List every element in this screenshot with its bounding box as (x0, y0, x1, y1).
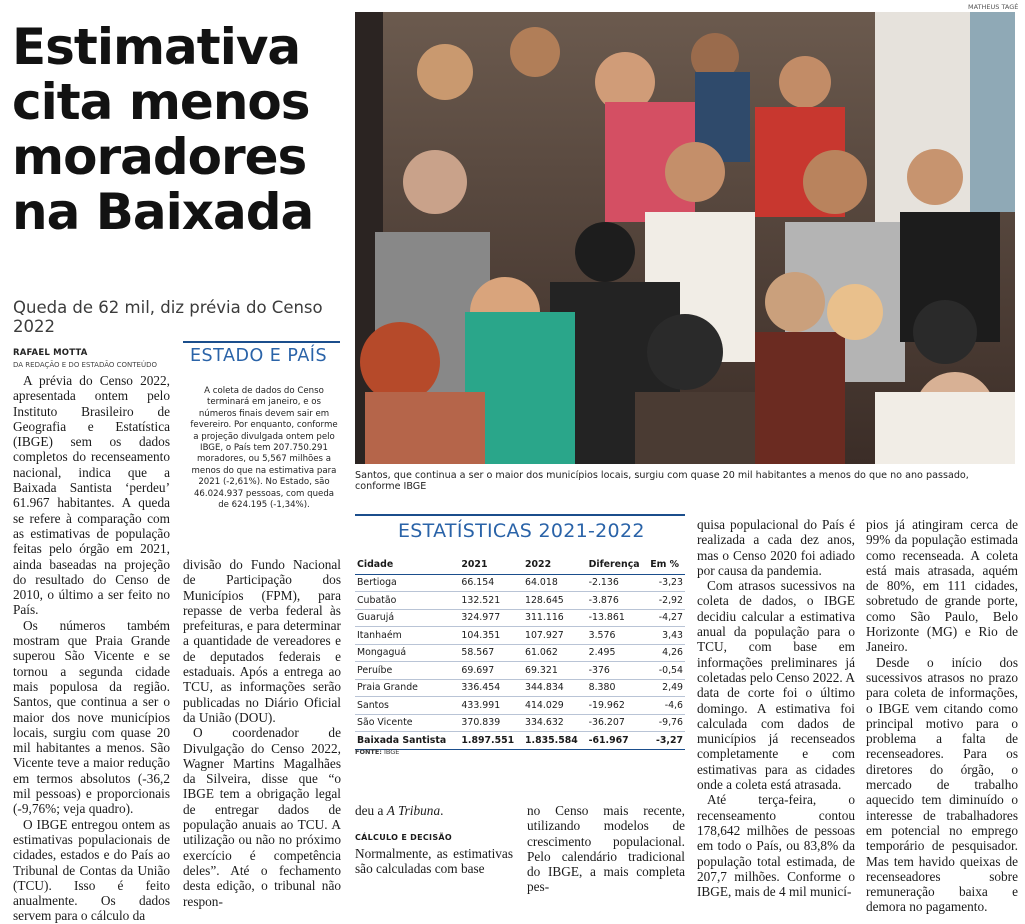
stats-rule (355, 514, 685, 516)
stats-source-value: IBGE (383, 748, 400, 756)
table-cell: 64.018 (523, 574, 587, 592)
crowd-photo-illustration (355, 12, 1015, 464)
paragraph: Com atrasos sucessivos na coleta de dados, o IBGE decidiu calcular a estimativa anual da população para o TCU, com base em informações preliminares já coletadas pelo Censo 2022. A data de corte foi o último domingo. A estimativa foi calculada com dados de municípios já recenseados completamente e com estimativas para as cidades onde a coleta está atrasada. (697, 578, 855, 793)
table-cell: 58.567 (459, 644, 523, 662)
headline-line: moradores (12, 128, 307, 186)
table-row (355, 662, 685, 680)
table-cell: Cubatão (355, 592, 459, 610)
table-cell: 1.897.551 (459, 732, 523, 750)
table-cell: 3,43 (648, 627, 685, 645)
table-cell: -2.136 (587, 574, 649, 592)
table-header-cell: 2022 (523, 556, 587, 574)
table-cell: 2.495 (587, 644, 649, 662)
paragraph: O IBGE entregou ontem as estimativas populacionais de cidades, estados e do País ao Tribunal de Contas da União (TCU). Isso é feito anualmente. Os dados servem para o cálculo da (13, 816, 170, 924)
table-total-row (355, 732, 685, 750)
table-cell: -3,27 (648, 732, 685, 750)
table-cell: Peruíbe (355, 662, 459, 680)
table-cell: -2,92 (648, 592, 685, 610)
text-run: . (440, 803, 444, 818)
table-header-cell: 2021 (459, 556, 523, 574)
table-cell: 2,49 (648, 679, 685, 697)
headline-line: na Baixada (12, 183, 314, 241)
table-cell: 107.927 (523, 627, 587, 645)
table-cell: 69.321 (523, 662, 587, 680)
byline-author: RAFAEL MOTTA (13, 348, 88, 358)
paragraph: quisa populacional do País é realizada a cada dez anos, mas o Censo 2020 foi adiado por causa da pandemia. (697, 517, 855, 578)
table-header-cell: Em % (648, 556, 685, 574)
paragraph: O coordenador de Divulgação do Censo 2022, Wagner Martins Magalhães da Silveira, disse que “o IBGE tem a obrigação legal de entregar dados de população anuais ao TCU. A utilização ou não no próximo exercício é competência deles”. Até o fechamento desta edição, o tribunal não respon- (183, 725, 341, 909)
table-header-cell: Cidade (355, 556, 459, 574)
table-cell: 334.632 (523, 714, 587, 732)
article-column-2 (183, 557, 341, 909)
newspaper-name: A Tribuna (386, 803, 441, 818)
table-cell: 104.351 (459, 627, 523, 645)
headline (12, 20, 352, 240)
box-text: A coleta de dados do Censo terminará em janeiro, e os números finais devem sair em fevereiro. Por enquanto, conforme a projeção divulgada ontem pelo IBGE, o País tem 207.750.291 moradores, ou 5,567 milhões a menos do que na estimativa para 2021 (-2,61%). No Estado, são 46.024.937 pessoas, com queda de 624.195 (-1,34%). (190, 386, 338, 511)
crowd-photo (355, 12, 1015, 464)
table-cell: -13.861 (587, 609, 649, 627)
text-run: deu a (355, 803, 384, 818)
table-cell: 433.991 (459, 697, 523, 715)
stats-title: ESTATÍSTICAS 2021-2022 (398, 520, 645, 542)
table-cell: Baixada Santista (355, 732, 459, 750)
article-column-1 (13, 373, 170, 924)
table-row (355, 697, 685, 715)
table-cell: 311.116 (523, 609, 587, 627)
table-cell: 4,26 (648, 644, 685, 662)
box-rule (183, 341, 340, 343)
stats-source-label: FONTE: (355, 748, 382, 756)
table-row (355, 714, 685, 732)
paragraph: Até terça-feira, o recenseamento contou 178,642 milhões de pessoas em todo o País, ou 83,8% da população total estimada, de 207,7 milhões. Conforme o IBGE, mais de 4 mil municí- (697, 792, 855, 900)
table-cell: 61.062 (523, 644, 587, 662)
article-column-4 (697, 517, 855, 899)
article-column-3 (355, 803, 513, 876)
table-cell: -61.967 (587, 732, 649, 750)
headline-line: Estimativa (12, 18, 301, 76)
paragraph: divisão do Fundo Nacional de Participação dos Municípios (FPM), para repasse de verba federal às prefeituras, e para determinar a quantidade de vereadores e de deputados federais e estaduais. Após a entrega ao TCU, as informações serão publicadas no Diário Oficial da União (DOU). (183, 557, 341, 725)
paragraph: Os números também mostram que Praia Grande superou São Vicente e se tornou a segunda cidade mais populosa da região. Santos, que continua a ser o maior dos nove municípios locais, surgiu com quase 20 mil habitantes a menos. São Vicente teve a maior redução em termos absolutos (-36,2 mil pessoas) e proporcionais (-9,76%; veja quadro). (13, 617, 170, 817)
table-cell: São Vicente (355, 714, 459, 732)
table-cell: Guarujá (355, 609, 459, 627)
table-cell: -0,54 (648, 662, 685, 680)
table-cell: Mongaguá (355, 644, 459, 662)
table-cell: 8.380 (587, 679, 649, 697)
table-cell: -376 (587, 662, 649, 680)
table-header-row (355, 556, 685, 574)
table-cell: 1.835.584 (523, 732, 587, 750)
table-cell: Praia Grande (355, 679, 459, 697)
article-column-5 (866, 517, 1018, 915)
table-cell: -4,27 (648, 609, 685, 627)
table-cell: 414.029 (523, 697, 587, 715)
paragraph: Desde o início dos sucessivos atrasos no prazo para coleta de informações, o IBGE vem citando como principal motivo para o problema a falta de recenseadores. Para os diretores do órgão, o mercado de trabalho aquecido tem diminuído o interesse de trabalhadores em potencial no emprego temporário de pesquisador. Mas tem havido queixas de recenseadores sobre remuneração baixa e demora no pagamento. (866, 654, 1018, 915)
table-cell: -4,6 (648, 697, 685, 715)
table-row (355, 644, 685, 662)
table-body (355, 574, 685, 749)
table-cell: -19.962 (587, 697, 649, 715)
table-header-cell: Diferença (587, 556, 649, 574)
table-cell: 370.839 (459, 714, 523, 732)
stats-source (355, 748, 399, 756)
table-row (355, 627, 685, 645)
paragraph: Normalmente, as estimativas são calculadas com base (355, 845, 513, 876)
table-cell: 128.645 (523, 592, 587, 610)
table-row (355, 609, 685, 627)
table-row (355, 679, 685, 697)
article-column-4-bottom (527, 803, 685, 895)
table-cell: Bertioga (355, 574, 459, 592)
table-cell: 336.454 (459, 679, 523, 697)
byline-desk: DA REDAÇÃO E DO ESTADÃO CONTEÚDO (13, 361, 157, 369)
stats-table (355, 556, 685, 750)
table-cell: -9,76 (648, 714, 685, 732)
table-cell: Itanhaém (355, 627, 459, 645)
photo-caption: Santos, que continua a ser o maior dos municípios locais, surgiu com quase 20 mil habitantes a menos do que no ano passado, conforme IBGE (355, 470, 969, 492)
box-title: ESTADO E PAÍS (190, 346, 328, 366)
table-cell: 69.697 (459, 662, 523, 680)
subheadline: Queda de 62 mil, diz prévia do Censo 2022 (13, 298, 323, 336)
headline-line: cita menos (12, 73, 310, 131)
table-row (355, 592, 685, 610)
photo-credit: MATHEUS TAGÉ (968, 3, 1019, 11)
table-cell: 324.977 (459, 609, 523, 627)
paragraph (355, 803, 513, 818)
table-cell: 344.834 (523, 679, 587, 697)
paragraph: pios já atingiram cerca de 99% da população estimada como recenseada. A coleta está mais atrasada, aquém de 80%, em 111 cidades, sobretudo de grande porte, como São Paulo, Belo Horizonte (MG) e Rio de Janeiro. (866, 517, 1018, 655)
table-row (355, 574, 685, 592)
table-cell: -3.876 (587, 592, 649, 610)
paragraph: A prévia do Censo 2022, apresentada ontem pelo Instituto Brasileiro de Geografia e Estatística (IBGE) sem os dados completos do recenseamento nacional, indica que a Baixada Santista ‘perdeu’ 61.967 habitantes. A queda se refere à comparação com as estimativas de população feitas pelo órgão em 2021, ainda baseadas na projeção do resultado do Censo de 2010, o último a ser feito no País. (13, 373, 170, 618)
paragraph: no Censo mais recente, utilizando modelos de crescimento populacional. Pelo calendário tradicional do IBGE, a mais completa pes- (527, 803, 685, 895)
table-cell: 66.154 (459, 574, 523, 592)
crosshead: CÁLCULO E DECISÃO (355, 833, 452, 843)
table-cell: 3.576 (587, 627, 649, 645)
table-cell: Santos (355, 697, 459, 715)
table-cell: 132.521 (459, 592, 523, 610)
table-cell: -3,23 (648, 574, 685, 592)
table-cell: -36.207 (587, 714, 649, 732)
